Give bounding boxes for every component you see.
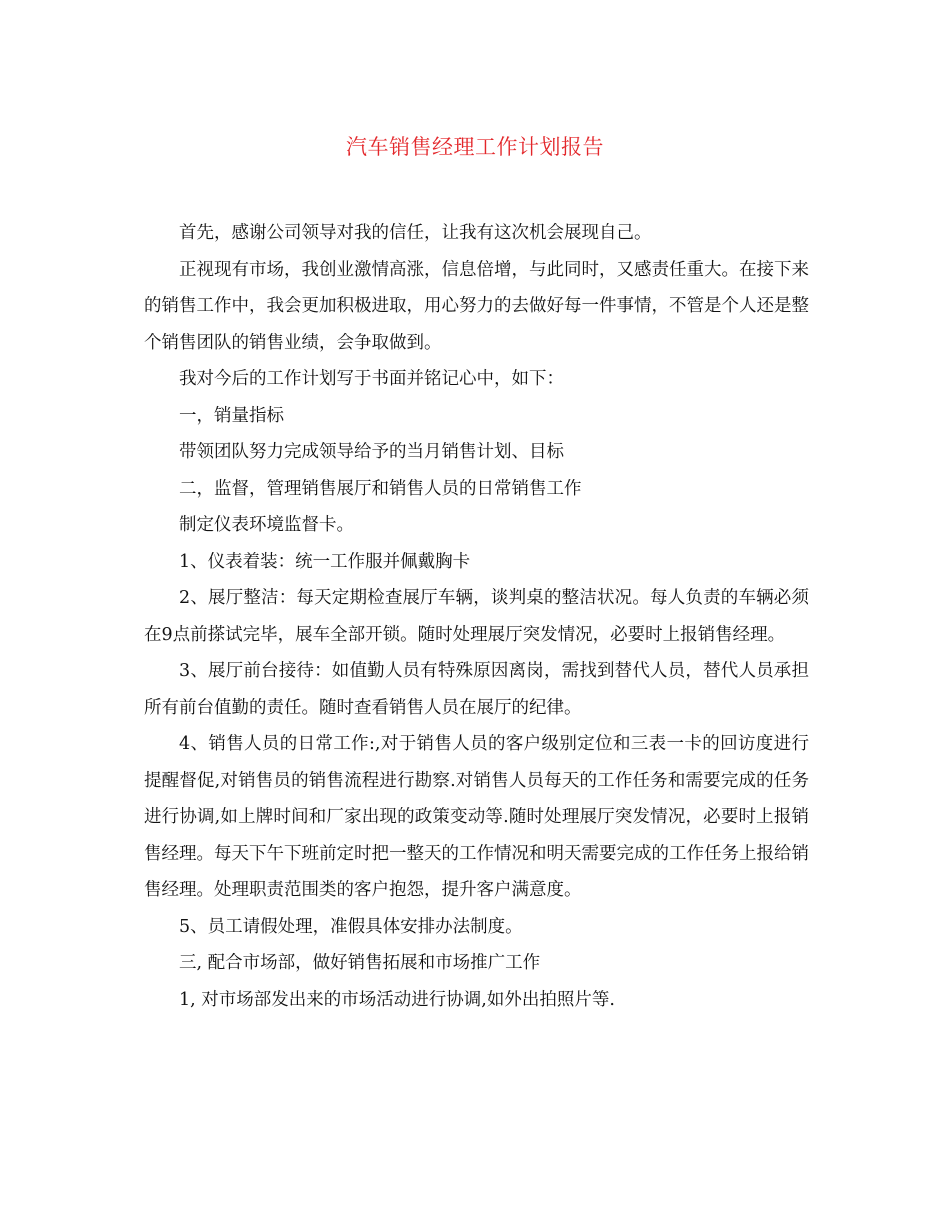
paragraph: 首先，感谢公司领导对我的信任，让我有这次机会展现自己。: [179, 223, 652, 243]
list-item: 4、销售人员的日常工作:,对于销售人员的客户级别定位和三表一卡的回访度进行提醒督促,对销售员的销售流程进行勘察.对销售人员每天的工作任务和需要完成的任务进行协调,如上牌时间和厂家出现的政策变动等.随时处理展厅突发情况，必要时上报销售经理。每天下午下班前定时把一整天的工作情况和明天需要完成的工作任务上报给销售经理。处理职责范围类的客户抱怨，提升客户满意度。: [144, 734, 809, 900]
section-heading: 二，监督，管理销售展厅和销售人员的日常销售工作: [179, 478, 582, 499]
paragraph: 制定仪表环境监督卡。: [179, 515, 354, 535]
list-item: 5、员工请假处理，准假具体安排办法制度。: [179, 916, 523, 937]
document-title: 汽车销售经理工作计划报告: [346, 135, 604, 159]
document-body: [144, 215, 809, 1018]
paragraph: 我对今后的工作计划写于书面并铭记心中，如下：: [179, 369, 564, 389]
list-item: 2、展厅整洁：每天定期检查展厅车辆，谈判桌的整洁状况。每人负责的车辆必须在9点前搽试完毕，展车全部开锁。随时处理展厅突发情况，必要时上报销售经理。: [144, 588, 809, 645]
list-item: 1, 对市场部发出来的市场活动进行协调,如外出拍照片等.: [179, 989, 615, 1010]
paragraph: 带领团队努力完成领导给予的当月销售计划、目标: [179, 442, 564, 462]
section-heading: 一，销量指标: [179, 405, 284, 426]
section-heading: 三, 配合市场部，做好销售拓展和市场推广工作: [179, 953, 541, 973]
list-item: 1、仪表着装：统一工作服并佩戴胸卡: [179, 551, 471, 572]
list-item: 3、展厅前台接待：如值勤人员有特殊原因离岗，需找到替代人员，替代人员承担所有前台值勤的责任。随时查看销售人员在展厅的纪律。: [144, 661, 809, 718]
paragraph: 正视现有市场，我创业激情高涨，信息倍增，与此同时，又感责任重大。在接下来的销售工作中，我会更加积极进取，用心努力的去做好每一件事情，不管是个人还是整个销售团队的销售业绩，会争取做到。: [144, 259, 809, 353]
